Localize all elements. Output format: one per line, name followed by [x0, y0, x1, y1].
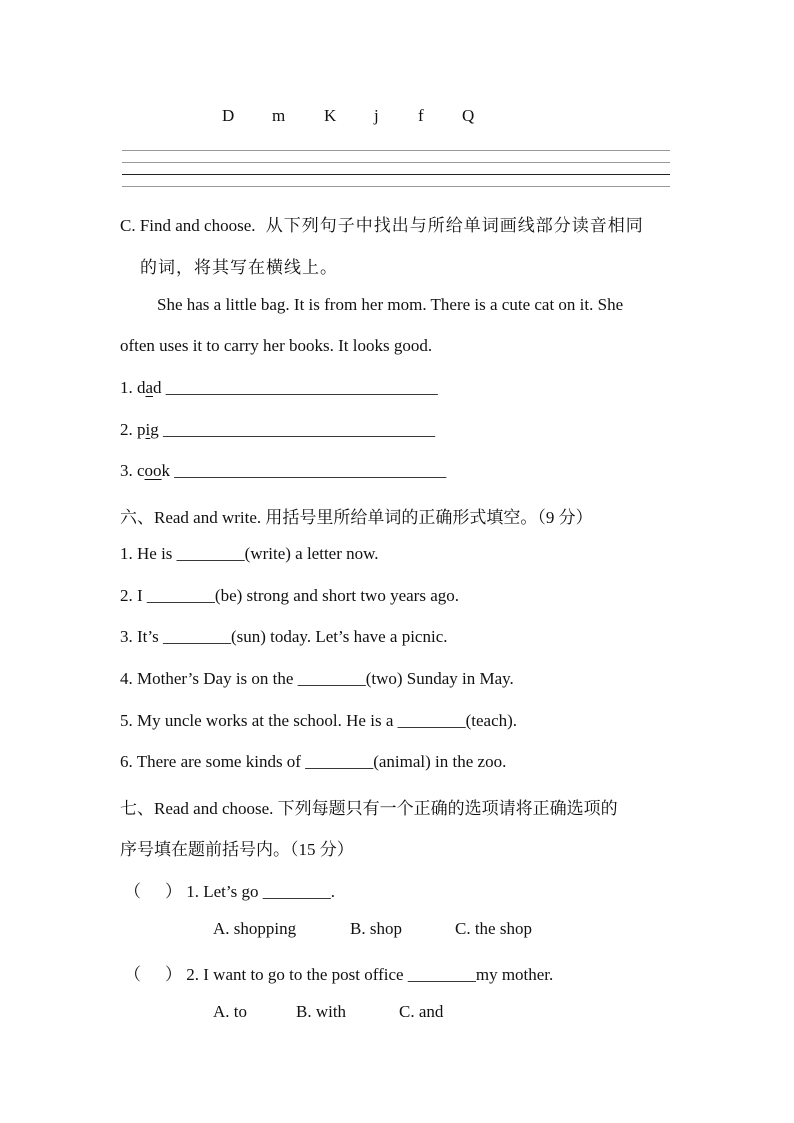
answer-blank[interactable]: ________________________________: [162, 420, 435, 439]
answer-blank[interactable]: ________________________________: [174, 461, 447, 480]
section-c-heading-en: C. Find and choose.: [120, 216, 256, 235]
letter: f: [418, 106, 424, 125]
answer-blank[interactable]: ________________________________: [165, 378, 438, 397]
writing-line: [122, 150, 670, 151]
writing-line: [122, 186, 670, 187]
letter: j: [374, 106, 379, 125]
answer-bracket[interactable]: （ ）: [124, 965, 182, 984]
underlined-letters: a: [145, 378, 154, 397]
answer-bracket[interactable]: （ ）: [124, 882, 182, 901]
underlined-letters: oo: [144, 461, 162, 480]
letter: m: [272, 106, 286, 125]
question-row: [124, 960, 553, 985]
letter: D: [222, 106, 235, 125]
underlined-letters: i: [145, 420, 151, 439]
target-word: pig: [137, 420, 159, 439]
find-item: [120, 378, 438, 398]
option[interactable]: C. and: [399, 1002, 444, 1021]
item-number: 3.: [120, 461, 133, 480]
passage-line: She has a little bag. It is from her mom. There is a cute cat on it. She: [157, 295, 624, 314]
question-text: 1. Let’s go ________.: [186, 882, 335, 901]
fill-item[interactable]: 6. There are some kinds of ________(animal) in the zoo.: [120, 752, 507, 771]
writing-lines[interactable]: [122, 150, 670, 188]
option[interactable]: A. to: [213, 1002, 247, 1021]
option[interactable]: B. shop: [350, 919, 402, 938]
passage-line: often uses it to carry her books. It looks good.: [120, 336, 433, 355]
option[interactable]: C. the shop: [455, 919, 532, 938]
writing-baseline: [122, 174, 670, 175]
section-c-heading-cont: 的词，将其写在横线上。: [140, 258, 338, 277]
section-7-heading: 七、Read and choose. 下列每题只有一个正确的选项请将正确选项的: [120, 799, 618, 818]
fill-item[interactable]: 2. I ________(be) strong and short two years ago.: [120, 586, 459, 605]
option[interactable]: B. with: [296, 1002, 347, 1021]
find-item: [120, 420, 435, 440]
item-number: 1.: [120, 378, 133, 397]
target-word: dad: [137, 378, 162, 397]
section-7-heading-cont: 序号填在题前括号内。（15 分）: [120, 840, 354, 859]
target-word: cook: [137, 461, 171, 480]
fill-item[interactable]: 1. He is ________(write) a letter now.: [120, 544, 379, 563]
letter: K: [324, 106, 337, 125]
letter: Q: [462, 106, 475, 125]
section-6-heading: 六、Read and write. 用括号里所给单词的正确形式填空。（9 分）: [120, 508, 593, 527]
section-c-heading: [120, 211, 644, 236]
writing-line: [122, 162, 670, 163]
section-c-heading-cn: 从下列句子中找出与所给单词画线部分读音相同: [265, 216, 644, 235]
question-row: [124, 877, 335, 902]
letters-row: [0, 106, 794, 130]
find-item: [120, 461, 446, 481]
fill-item[interactable]: 4. Mother’s Day is on the ________(two) Sunday in May.: [120, 669, 514, 688]
option[interactable]: A. shopping: [213, 919, 297, 938]
item-number: 2.: [120, 420, 133, 439]
question-text: 2. I want to go to the post office ________my mother.: [186, 965, 554, 984]
fill-item[interactable]: 5. My uncle works at the school. He is a ________(teach).: [120, 711, 518, 730]
fill-item[interactable]: 3. It’s ________(sun) today. Let’s have a picnic.: [120, 627, 448, 646]
